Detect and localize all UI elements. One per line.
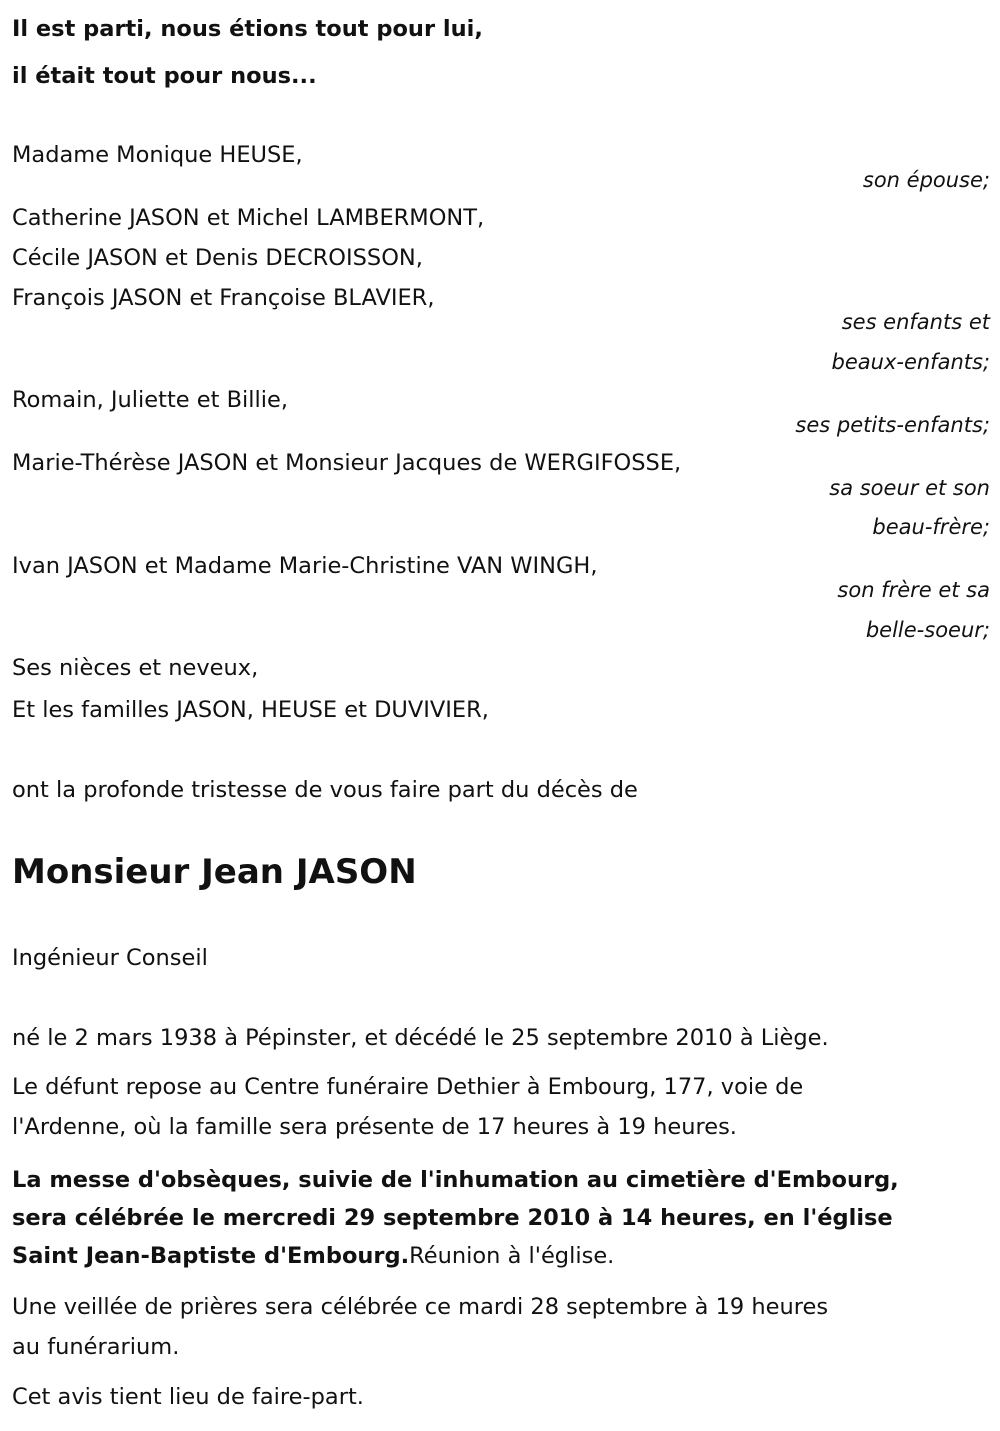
other-family: Et les familles JASON, HEUSE et DUVIVIER, — [12, 697, 489, 723]
children-role: beaux-enfants; — [831, 350, 990, 374]
mass-line: Saint Jean-Baptiste d'Embourg. — [12, 1243, 410, 1269]
dates: né le 2 mars 1938 à Pépinster, et décédé le 25 septembre 2010 à Liège. — [12, 1025, 829, 1051]
sister-role: sa soeur et son — [829, 476, 990, 500]
closing: Cet avis tient lieu de faire-part. — [12, 1384, 364, 1410]
announcement: ont la profonde tristesse de vous faire part du décès de — [12, 777, 638, 803]
other-family: Ses nièces et neveux, — [12, 655, 259, 681]
mass-line: sera célébrée le mercredi 29 septembre 2010 à 14 heures, en l'église — [12, 1205, 893, 1231]
intro-line: Il est parti, nous étions tout pour lui, — [12, 16, 483, 42]
child: Cécile JASON et Denis DECROISSON, — [12, 245, 423, 271]
vigil-line: Une veillée de prières sera célébrée ce mardi 28 septembre à 19 heures — [12, 1294, 829, 1320]
brother: Ivan JASON et Madame Marie-Christine VAN WINGH, — [12, 553, 598, 579]
sister-role: beau-frère; — [872, 515, 990, 539]
mass-last-line — [12, 1241, 614, 1271]
mass-line: La messe d'obsèques, suivie de l'inhumation au cimetière d'Embourg, — [12, 1167, 899, 1193]
profession: Ingénieur Conseil — [12, 945, 208, 971]
sister: Marie-Thérèse JASON et Monsieur Jacques de WERGIFOSSE, — [12, 450, 682, 476]
grandchildren: Romain, Juliette et Billie, — [12, 387, 289, 413]
spouse: Madame Monique HEUSE, — [12, 142, 303, 168]
rest-line: Le défunt repose au Centre funéraire Dethier à Embourg, 177, voie de — [12, 1074, 804, 1100]
intro-line: il était tout pour nous... — [12, 63, 317, 89]
deceased-name: Monsieur Jean JASON — [12, 852, 417, 892]
child: Catherine JASON et Michel LAMBERMONT, — [12, 205, 485, 231]
child: François JASON et Françoise BLAVIER, — [12, 285, 435, 311]
grandchildren-role: ses petits-enfants; — [795, 413, 990, 437]
reunion: Réunion à l'église. — [409, 1243, 615, 1269]
brother-role: belle-soeur; — [865, 618, 990, 642]
spouse-role: son épouse; — [862, 168, 990, 192]
children-role: ses enfants et — [841, 310, 990, 334]
vigil-line: au funérarium. — [12, 1334, 180, 1360]
rest-line: l'Ardenne, où la famille sera présente de 17 heures à 19 heures. — [12, 1114, 737, 1140]
brother-role: son frère et sa — [837, 578, 990, 602]
